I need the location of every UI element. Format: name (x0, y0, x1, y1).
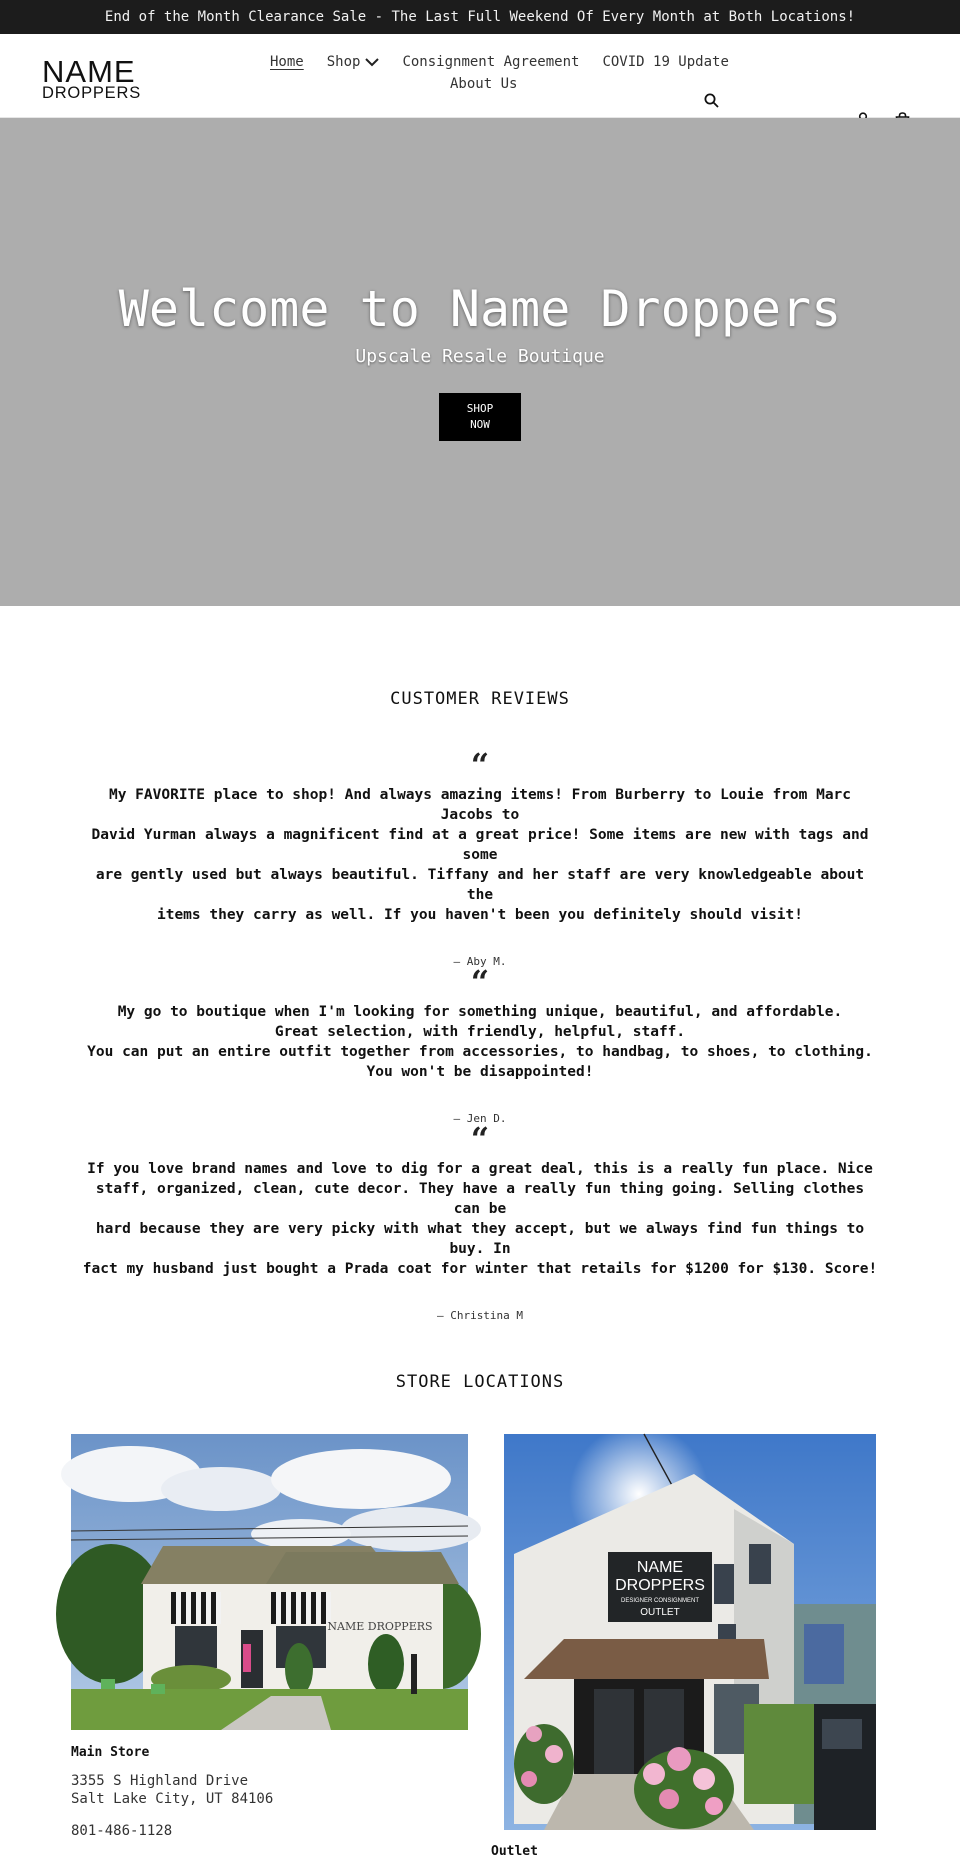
quote-icon: “ (470, 963, 490, 1001)
logo-line-2: DROPPERS (42, 84, 142, 102)
site-header (0, 34, 960, 118)
nav-shop[interactable] (327, 54, 380, 70)
main-store-info (71, 1745, 273, 1840)
announcement-bar (0, 0, 960, 34)
review-line: My go to boutique when I'm looking for something unique, beautiful, and affordable. (117, 1004, 843, 1020)
reviews-heading: CUSTOMER REVIEWS (390, 689, 570, 709)
review-item (82, 1120, 878, 1322)
shop-now-label: SHOP NOW (466, 402, 494, 431)
review-author: — Aby M. (453, 955, 507, 968)
outlet-store-image (504, 1434, 876, 1830)
nav-covid-update[interactable]: COVID 19 Update (602, 54, 729, 70)
main-store-name: Main Store (71, 1745, 150, 1760)
hero-subtitle: Upscale Resale Boutique (355, 346, 605, 367)
shop-now-button[interactable] (439, 393, 521, 441)
review-line: My FAVORITE place to shop! And always amazing items! From Burberry to Louie from Marc Jacobs to (108, 787, 852, 823)
main-store-image (71, 1434, 468, 1730)
hero-title: Welcome to Name Droppers (118, 280, 842, 338)
review-text (82, 785, 878, 925)
review-text (82, 1002, 878, 1082)
stores-heading: STORE LOCATIONS (395, 1372, 565, 1392)
review-line: You won't be disappointed! (366, 1064, 594, 1080)
outlet-sign-line-4: OUTLET (640, 1607, 680, 1618)
review-line: David Yurman always a magnificent find at a great price! Some items are new with tags and some (91, 827, 869, 863)
main-store-sign: NAME DROPPERS (327, 1620, 433, 1633)
outlet-sign-line-3: DESIGNER CONSIGNMENT (620, 1598, 700, 1604)
search-button[interactable] (702, 91, 720, 109)
review-line: You can put an entire outfit together from accessories, to handbag, to shoes, to clothing. (87, 1044, 873, 1060)
logo-line-1: NAME (42, 54, 136, 89)
review-line: items they carry as well. If you haven't been you definitely should visit! (156, 907, 803, 923)
announcement-text: End of the Month Clearance Sale - The Last Full Weekend Of Every Month at Both Locations! (104, 9, 856, 25)
hero-banner (0, 118, 960, 606)
review-author: — Jen D. (453, 1112, 507, 1125)
chevron-down-icon (365, 58, 379, 67)
review-line: Great selection, with friendly, helpful, staff. (274, 1024, 686, 1040)
outlet-store-info (491, 1844, 538, 1859)
outlet-sign-line-2: DROPPERS (615, 1577, 705, 1594)
nav-home[interactable]: Home (270, 54, 304, 70)
review-line: are gently used but always beautiful. Tiffany and her staff are very knowledgeable about the (95, 867, 865, 903)
store-locations-section (0, 1372, 960, 1392)
quote-icon: “ (470, 746, 490, 784)
nav-about-us[interactable]: About Us (450, 76, 518, 92)
outlet-store-name: Outlet (491, 1844, 538, 1859)
review-line: fact my husband just bought a Prada coat for winter that retails for $1200 for $130. Score! (82, 1261, 878, 1277)
review-text (82, 1159, 878, 1279)
main-store-phone[interactable]: 801-486-1128 (71, 1823, 173, 1839)
search-icon (704, 93, 719, 108)
review-author: — Christina M (436, 1309, 524, 1322)
nav-consignment-agreement[interactable]: Consignment Agreement (402, 54, 580, 70)
site-logo[interactable] (42, 56, 142, 102)
main-store-address-1: 3355 S Highland Drive (71, 1773, 249, 1789)
review-item (82, 746, 878, 968)
review-item (82, 963, 878, 1125)
main-store-address-2: Salt Lake City, UT 84106 (71, 1791, 274, 1807)
review-line: If you love brand names and love to dig for a great deal, this is a really fun place. Nice (87, 1161, 873, 1177)
review-line: staff, organized, clean, cute decor. They have a really fun thing going. Selling clothes can be (95, 1181, 865, 1217)
nav-shop-label: Shop (326, 54, 361, 70)
main-nav (270, 54, 730, 92)
quote-icon: “ (470, 1120, 490, 1158)
customer-reviews-section (0, 689, 960, 1322)
outlet-sign-line-1: NAME (636, 1559, 684, 1576)
review-line: hard because they are very picky with what they accept, but we always find fun things to buy. In (95, 1221, 865, 1257)
